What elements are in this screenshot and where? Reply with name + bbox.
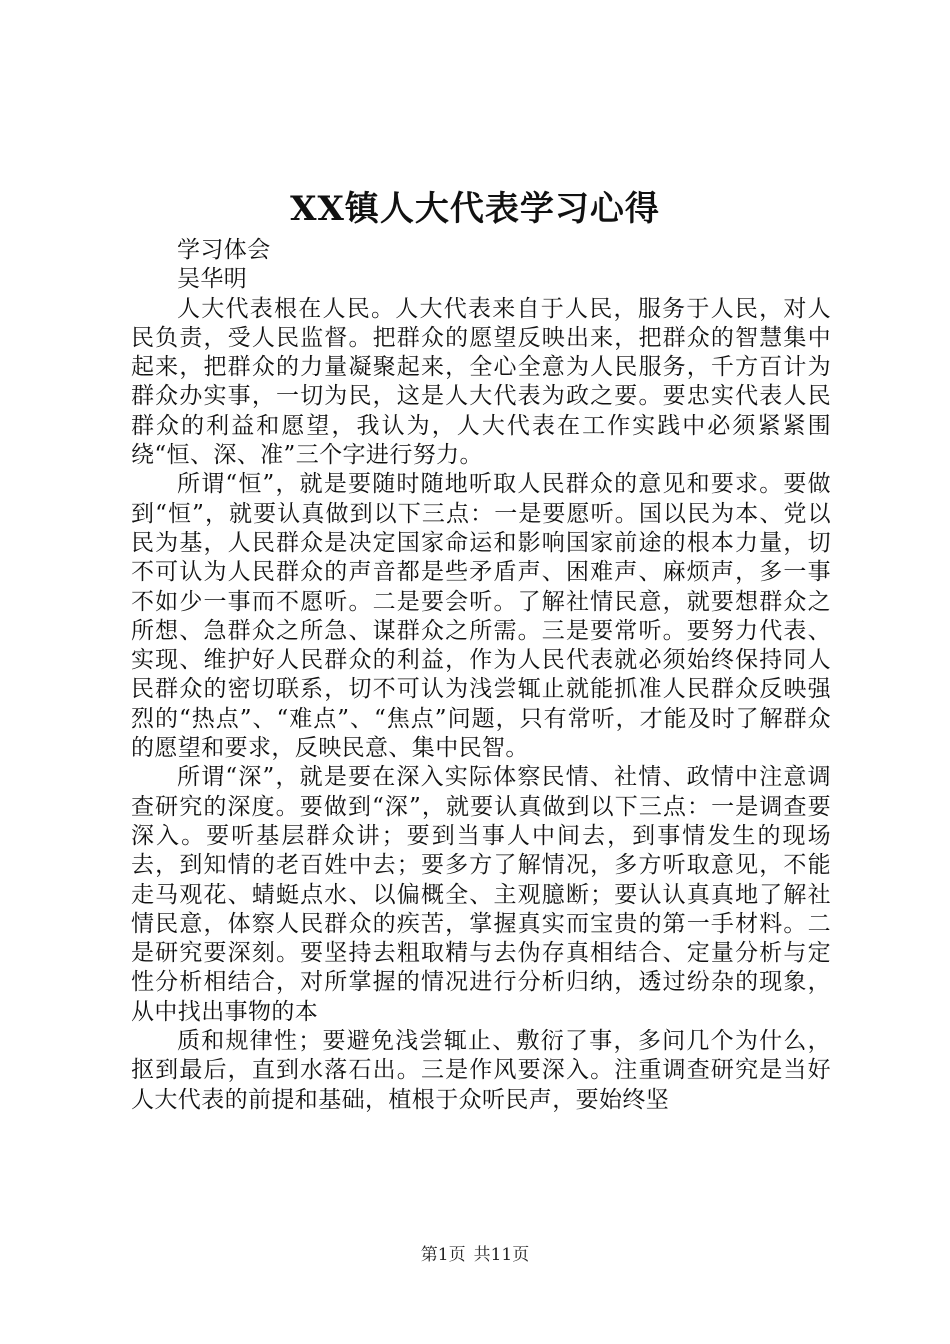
paragraph-heng: 所谓“恒”，就是要随时随地听取人民群众的意见和要求。要做到“恒”，就要认真做到以下三点：一是要愿听。国以民为本、党以民为基，人民群众是决定国家命运和影响国家前途的根本力量，切不可认为人民群众的声音都是些矛盾声、困难声、麻烦声，多一事不如少一事而不愿听。二是要会听。了解社情民意，就要想群众之所想、急群众之所急、谋群众之所需。三是要常听。要努力代表、实现、维护好人民群众的利益，作为人民代表就必须始终保持同人民群众的密切联系，切不可认为浅尝辄止就能抓准人民群众反映强烈的“热点”、“难点”、“焦点”问题，只有常听，才能及时了解群众的愿望和要求，反映民意、集中民智。 (131, 471, 831, 762)
page-number: 第1页 (420, 1245, 466, 1265)
paragraph-subtitle: 学习体会 (177, 237, 271, 263)
page-footer (0, 1244, 950, 1266)
paragraph-intro: 人大代表根在人民。人大代表来自于人民，服务于人民，对人民负责，受人民监督。把群众的愿望反映出来，把群众的智慧集中起来，把群众的力量凝聚起来，全心全意为人民服务，千方百计为群众办实事，一切为民，这是人大代表为政之要。要忠实代表人民群众的利益和愿望，我认为，人大代表在工作实践中必须紧紧围绕“恒、深、准”三个字进行努力。 (131, 295, 831, 469)
document-body (131, 236, 831, 1115)
document-title: XX镇人大代表学习心得 (290, 189, 660, 229)
paragraph-shen: 所谓“深”，就是要在深入实际体察民情、社情、政情中注意调查研究的深度。要做到“深”，就要认真做到以下三点：一是调查要深入。要听基层群众讲；要到当事人中间去，到事情发生的现场去，到知情的老百姓中去；要多方了解情况，多方听取意见，不能走马观花、蜻蜓点水、以偏概全、主观臆断；要认认真真地了解社情民意，体察人民群众的疾苦，掌握真实而宝贵的第一手材料。二是研究要深刻。要坚持去粗取精与去伪存真相结合、定量分析与定性分析相结合，对所掌握的情况进行分析归纳，透过纷杂的现象，从中找出事物的本 (131, 764, 831, 1025)
page-total: 共11页 (473, 1245, 530, 1265)
paragraph-author: 吴华明 (177, 266, 248, 293)
paragraph-continued: 质和规律性；要避免浅尝辄止、敷衍了事，多问几个为什么，抠到最后，直到水落石出。三是作风要深入。注重调查研究是当好人大代表的前提和基础，植根于众听民声，要始终坚 (131, 1028, 831, 1113)
